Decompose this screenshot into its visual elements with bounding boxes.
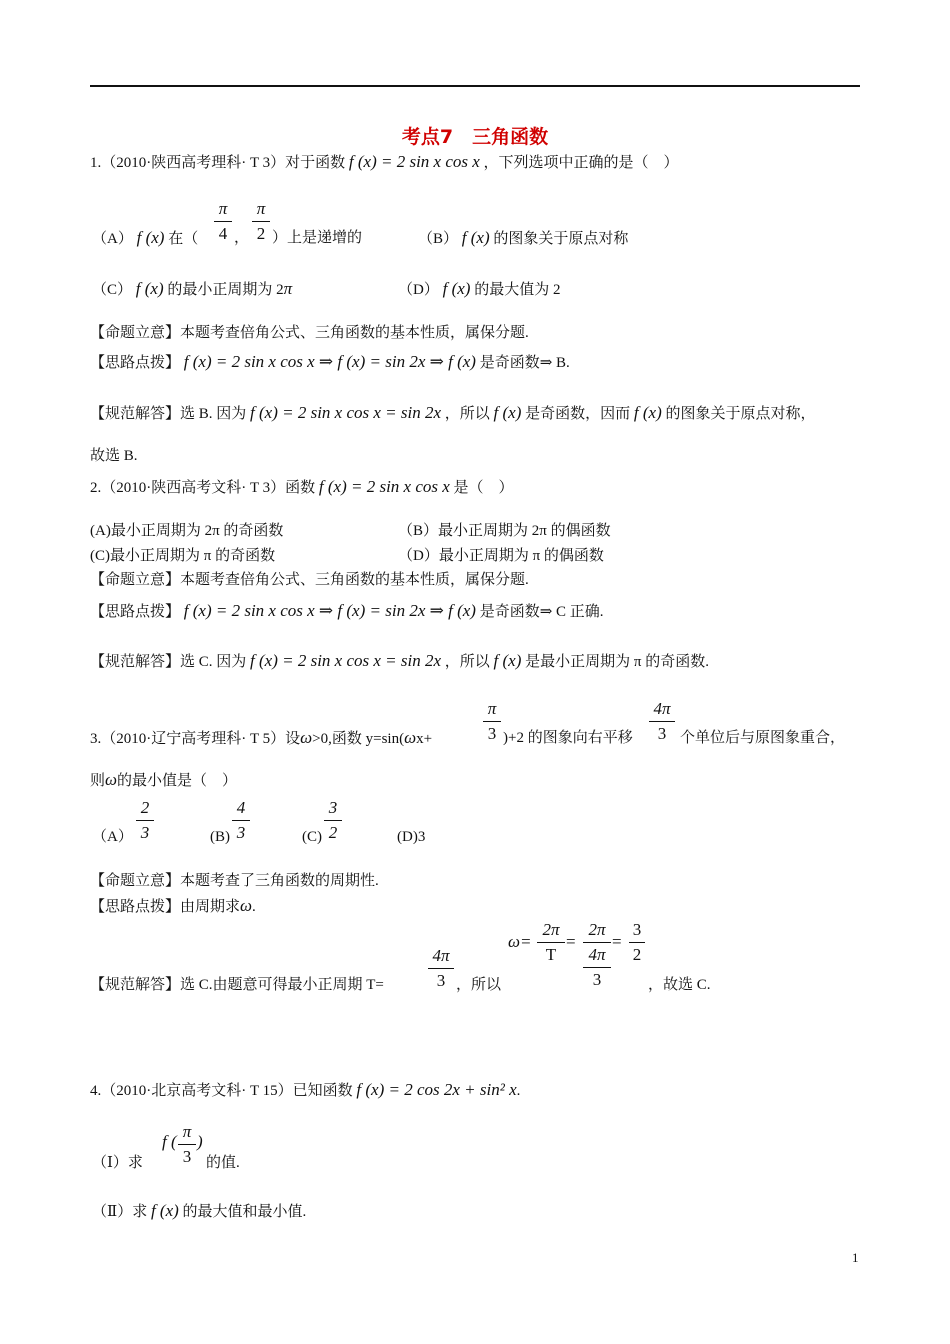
q2-solution <box>90 651 709 672</box>
q2-intent: 【命题立意】本题考查倍角公式、三角函数的基本性质，属保分题. <box>90 572 529 588</box>
frac-numerator: 2π <box>542 920 560 939</box>
frac-numerator: 4 <box>236 798 246 817</box>
q1-stem-a: 1.（2010·陕西高考理科· T 3）对于函数 <box>90 155 346 171</box>
q3-option-a-frac <box>136 797 154 844</box>
q3-option-d: (D)3 <box>397 829 426 845</box>
q2-solution-fx: f (x) <box>493 651 522 670</box>
frac-bar <box>583 942 611 943</box>
q4-stem-b: . <box>516 1083 521 1099</box>
q3-stem-c: x+ <box>416 731 433 747</box>
frac-denominator: 3 <box>140 823 150 842</box>
q2-option-a: (A)最小正周期为 2π 的奇函数 <box>90 523 284 539</box>
q1-intent: 【命题立意】本题考查倍角公式、三角函数的基本性质，属保分题. <box>90 325 529 341</box>
q1-solution-end: 的图象关于原点对称， <box>665 406 816 422</box>
frac-denominator: 4 <box>218 224 228 243</box>
q4-stem <box>90 1080 520 1101</box>
omega-symbol: ω <box>404 728 417 747</box>
frac-bar <box>232 820 250 821</box>
inner-frac-bar <box>583 967 611 968</box>
q1-option-a-fx: f (x) <box>136 228 165 247</box>
q3-option-b-label: (B) <box>210 829 230 845</box>
frac-numerator: 2 <box>140 798 150 817</box>
q4-part1-b: 的值. <box>206 1155 240 1171</box>
q1-hint-label: 【思路点拨】 <box>90 355 181 371</box>
q1-solution <box>90 403 816 424</box>
q1-solution-mid2: 是奇函数，因而 <box>525 406 631 422</box>
q4-part2-a: （Ⅱ）求 <box>92 1204 148 1220</box>
q3-solution-c: ，故选 C. <box>648 977 711 993</box>
q3-intent: 【命题立意】本题考查了三角函数的周期性. <box>90 873 379 889</box>
omega-symbol: ω <box>300 728 313 747</box>
q3-stem-part1 <box>90 728 432 749</box>
frac-bar <box>178 1144 196 1145</box>
q2-hint-formula: f (x) = 2 sin x cos x ⇒ f (x) = sin 2x ⇒ f (x) <box>183 601 476 620</box>
frac-denominator: 3 <box>487 724 497 743</box>
q3-hint-a: 【思路点拨】由周期求 <box>90 899 241 915</box>
q1-option-a-label: （A） <box>92 231 133 247</box>
q1-option-d <box>398 279 560 300</box>
frac-bar <box>537 942 565 943</box>
frac-denominator: 3 <box>657 724 667 743</box>
frac-bar <box>136 820 154 821</box>
frac-bar <box>214 221 232 222</box>
q3-solution-b: ，所以 <box>456 977 502 993</box>
q3-solution-frac-3-2 <box>629 919 645 966</box>
q3-line2-a: 则 <box>90 773 106 789</box>
q3-solution-compound-frac <box>583 919 611 991</box>
q2-option-b: （B）最小正周期为 2π 的偶函数 <box>398 523 611 539</box>
q2-hint <box>90 601 604 622</box>
q1-option-a-mid: 在（ <box>168 231 199 247</box>
q2-option-c: (C)最小正周期为 π 的奇函数 <box>90 548 276 564</box>
q1-option-a <box>92 228 198 249</box>
q1-option-b <box>418 228 628 249</box>
q4-part2 <box>92 1201 306 1222</box>
q2-stem-a: 2.（2010·陕西高考文科· T 3）函数 <box>90 480 316 496</box>
q3-stem-d: )+2 的图象向右平移 <box>503 730 633 746</box>
q4-formula: f (x) = 2 cos 2x + sin² x <box>356 1080 517 1099</box>
page-number: 1 <box>852 1250 859 1265</box>
q2-solution-label: 【规范解答】选 C. 因为 <box>90 654 247 670</box>
q3-option-a-label: （A） <box>92 829 133 845</box>
q3-stem-e: 个单位后与原图象重合， <box>680 730 846 746</box>
q3-solution-eq1: = <box>566 932 576 951</box>
q2-solution-end: 是最小正周期为 π 的奇函数. <box>525 654 709 670</box>
q3-solution-T-frac <box>428 945 454 992</box>
frac-bar <box>428 968 454 969</box>
q1-option-a-comma: ， <box>234 230 250 246</box>
frac-numerator: 4π <box>432 946 450 965</box>
q2-option-d: （D）最小正周期为 π 的偶函数 <box>398 548 604 564</box>
frac-numerator: π <box>256 199 266 218</box>
frac-numerator: 3 <box>632 920 642 939</box>
q1-option-c <box>92 279 292 300</box>
frac-denominator: T <box>545 945 557 964</box>
inner-frac-numerator: 4π <box>588 945 606 964</box>
q3-frac-pi-over-3 <box>483 698 501 745</box>
q3-line2-b: 的最小值是（ ） <box>117 773 238 789</box>
q3-stem-b: >0,函数 y=sin( <box>312 731 405 747</box>
q1-option-d-fx: f (x) <box>442 279 471 298</box>
q4-stem-a: 4.（2010·北京高考文科· T 15）已知函数 <box>90 1083 353 1099</box>
frac-numerator: π <box>182 1122 192 1141</box>
q1-solution-formula: f (x) = 2 sin x cos x = sin 2x <box>250 403 442 422</box>
q4-part1-f: f ( <box>162 1132 177 1151</box>
frac-numerator: 2π <box>588 920 606 939</box>
q3-hint-b: . <box>252 899 256 915</box>
q1-hint <box>90 352 570 373</box>
q3-hint <box>90 896 256 917</box>
frac-denominator: 2 <box>632 945 642 964</box>
frac-denominator: 3 <box>236 823 246 842</box>
q4-part1-close: ) <box>197 1132 203 1151</box>
q1-option-b-text: 的图象关于原点对称 <box>493 231 629 247</box>
q1-option-c-label: （C） <box>92 282 133 298</box>
omega-symbol: ω <box>105 770 118 789</box>
q4-part1-a: （Ⅰ）求 <box>92 1155 143 1171</box>
q3-solution-omega: ω= <box>508 932 532 951</box>
q1-option-a-frac-2 <box>252 198 270 245</box>
q1-solution-fx1: f (x) <box>493 403 522 422</box>
q1-option-a-frac-1 <box>214 198 232 245</box>
section-title: 考点7 三角函数 <box>401 126 549 148</box>
q3-stem-line2 <box>90 770 237 791</box>
header-rule <box>90 85 860 87</box>
q1-solution-label: 【规范解答】选 B. 因为 <box>90 406 247 422</box>
frac-denominator: 3 <box>436 971 446 990</box>
q1-option-d-text: 的最大值为 2 <box>474 282 561 298</box>
frac-denominator: 3 <box>182 1147 192 1166</box>
frac-denominator: 2 <box>256 224 266 243</box>
q2-formula: f (x) = 2 sin x cos x <box>318 477 450 496</box>
frac-numerator: 3 <box>328 798 338 817</box>
pi-symbol: π <box>283 279 293 298</box>
frac-bar <box>483 721 501 722</box>
q3-solution-frac-2pi-T <box>537 919 565 966</box>
q4-part2-b: 的最大值和最小值. <box>182 1204 307 1220</box>
frac-bar <box>324 820 342 821</box>
q2-hint-label: 【思路点拨】 <box>90 604 181 620</box>
frac-numerator: π <box>487 699 497 718</box>
q1-solution-line2: 故选 B. <box>90 448 138 464</box>
q3-solution-a: 【规范解答】选 C.由题意可得最小正周期 T= <box>90 977 384 993</box>
q1-hint-formula: f (x) = 2 sin x cos x ⇒ f (x) = sin 2x ⇒ f (x) <box>183 352 476 371</box>
frac-denominator: 2 <box>328 823 338 842</box>
q2-hint-end: 是奇函数⇒ C 正确. <box>479 604 604 620</box>
frac-numerator: π <box>218 199 228 218</box>
q1-option-b-fx: f (x) <box>461 228 490 247</box>
q2-solution-formula: f (x) = 2 sin x cos x = sin 2x <box>250 651 442 670</box>
q3-stem-a: 3.（2010·辽宁高考理科· T 5）设 <box>90 731 301 747</box>
q1-option-c-text: 的最小正周期为 2 <box>167 282 284 298</box>
q4-part1-frac <box>178 1121 196 1168</box>
q1-option-a-end: ）上是递增的 <box>272 230 363 246</box>
q1-option-b-label: （B） <box>418 231 459 247</box>
q2-solution-mid: ，所以 <box>444 654 490 670</box>
q3-solution-eq2: = <box>612 932 622 951</box>
q1-option-d-label: （D） <box>398 282 439 298</box>
q1-option-c-fx: f (x) <box>135 279 164 298</box>
q1-stem <box>90 152 679 173</box>
q1-stem-b: ，下列选项中正确的是（ ） <box>483 155 679 171</box>
frac-numerator: 4π <box>653 699 671 718</box>
frac-bar <box>629 942 645 943</box>
frac-bar <box>252 221 270 222</box>
q3-option-c-frac <box>324 797 342 844</box>
q2-stem <box>90 477 514 498</box>
frac-bar <box>649 721 675 722</box>
q3-option-b-frac <box>232 797 250 844</box>
q2-stem-b: 是（ ） <box>453 480 514 496</box>
q3-option-c-label: (C) <box>302 829 322 845</box>
q1-solution-fx2: f (x) <box>633 403 662 422</box>
q1-formula: f (x) = 2 sin x cos x <box>348 152 480 171</box>
inner-frac-denominator: 3 <box>592 970 602 989</box>
q1-hint-end: 是奇函数⇒ B. <box>479 355 570 371</box>
q4-part2-fx: f (x) <box>150 1201 179 1220</box>
omega-symbol: ω <box>240 896 253 915</box>
q3-frac-4pi-over-3 <box>649 698 675 745</box>
q1-solution-mid1: ，所以 <box>444 406 490 422</box>
